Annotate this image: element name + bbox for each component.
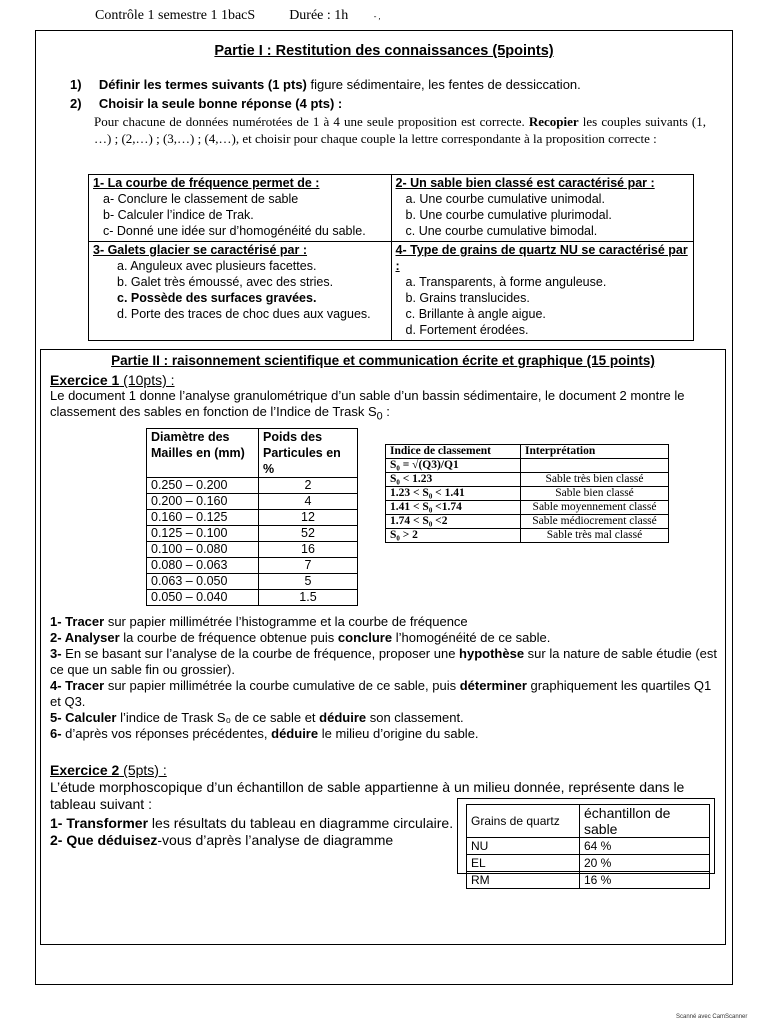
ex1-intro-end: : xyxy=(382,404,390,419)
ex1-q-verb2: déterminer xyxy=(459,678,527,693)
sieve-table xyxy=(146,428,358,606)
trask-formula-row xyxy=(386,459,669,473)
ex1-q-text2: graphiquement les quartiles Q1 et Q3. xyxy=(50,678,712,709)
sieve-diameter: 0.080 – 0.063 xyxy=(147,558,259,574)
sieve-diameter: 0.063 – 0.050 xyxy=(147,574,259,590)
trask-range: 1.41 < S₀ <1.74 xyxy=(386,501,521,515)
sieve-row xyxy=(147,574,358,590)
grain-row xyxy=(467,872,710,889)
part1-title: Partie I : Restitution des connaissances (5points) xyxy=(214,43,554,59)
ex1-q-verb: Tracer xyxy=(65,614,105,629)
trask-header-index: Indice de classement xyxy=(386,445,521,459)
mcq-2-option-b: b. Une courbe cumulative plurimodal. xyxy=(405,208,612,222)
trask-formula-blank xyxy=(521,459,669,473)
ex2-q1-number: 1- xyxy=(50,815,67,831)
q2-instructions xyxy=(94,113,706,147)
exam-duration: Durée : 1h xyxy=(289,8,349,23)
ex1-q-number: 4- xyxy=(50,678,66,693)
mcq-1-option-a: a- Conclure le classement de sable xyxy=(103,192,299,206)
sieve-header-diameter: Diamètre des Mailles en (mm) xyxy=(147,429,259,478)
grain-type: NU xyxy=(467,838,580,855)
ex1-q-text: En se basant sur l’analyse de la courbe de fréquence, proposer une xyxy=(65,646,460,661)
ex1-q-text2: sur la nature de sable étudie (est ce que un sable fin ou grossier). xyxy=(50,646,718,677)
sieve-weight: 12 xyxy=(259,510,358,526)
mcq-4-option-b: b. Grains translucides. xyxy=(405,291,530,305)
ex1-question xyxy=(50,726,720,742)
sieve-row xyxy=(147,494,358,510)
q1-label: Définir les termes suivants (1 pts) xyxy=(98,77,307,92)
sieve-row xyxy=(147,510,358,526)
q1-text: figure sédimentaire, les fentes de dessiccation. xyxy=(306,77,581,92)
exam-title: Contrôle 1 semestre 1 1bacS xyxy=(95,8,256,23)
ex1-question xyxy=(50,678,720,710)
ex1-q-number: 5- xyxy=(50,710,66,725)
sieve-weight: 2 xyxy=(259,478,358,494)
mcq-4-option-a: a. Transparents, à forme anguleuse. xyxy=(405,275,607,289)
part2-title: Partie II : raisonnement scientifique et communication écrite et graphique (15 points) xyxy=(111,353,655,368)
ex1-question xyxy=(50,646,720,678)
exam-header xyxy=(95,8,380,24)
ex1-q-number: 2- xyxy=(50,630,65,645)
ex1-q-verb2: hypothèse xyxy=(459,646,525,661)
mcq-cell-2 xyxy=(391,175,694,242)
q2-instructions-b: les couples suivants (1, …) ; (2,…) ; (3,…) ; (4,…), et choisir pour chaque couple la lettre correspondante à la proposition correcte : xyxy=(94,114,707,146)
grain-header-type: Grains de quartz xyxy=(467,805,580,838)
ex1-q-verb2: conclure xyxy=(337,630,393,645)
ex2-points: (5pts) : xyxy=(119,762,167,778)
mcq-1-option-b: b- Calculer l’indice de Trak. xyxy=(103,208,254,222)
ex1-intro-text: Le document 1 donne l’analyse granulométrique d’un sable d’un bassin sédimentaire, le document 2 montre le classement des sables en fonction de l’Indice de Trask S xyxy=(50,388,685,419)
ex1-points: (10pts) : xyxy=(119,372,175,388)
trask-range: 1.23 < S₀ < 1.41 xyxy=(386,487,521,501)
trask-row xyxy=(386,501,669,515)
exercise-2-questions xyxy=(50,815,453,849)
ex1-q-verb2: déduire xyxy=(319,710,367,725)
sieve-diameter: 0.250 – 0.200 xyxy=(147,478,259,494)
grain-row xyxy=(467,855,710,872)
ex1-q-number: 3- xyxy=(50,646,66,661)
exercise-1-intro xyxy=(50,388,720,425)
ex1-title-text: Exercice 1 xyxy=(50,372,120,388)
ex2-q1-verb: Transformer xyxy=(66,815,149,831)
mcq-2-title: 2- Un sable bien classé est caractérisé par : xyxy=(395,176,655,190)
q2-instructions-a: Pour chacune de données numérotées de 1 à 4 une seule proposition est correcte. xyxy=(94,114,529,129)
ex1-q-verb2: déduire xyxy=(271,726,319,741)
ex2-q2-verb: Que déduisez xyxy=(66,832,158,848)
exercise-2-title xyxy=(50,762,167,778)
grain-table xyxy=(466,804,710,889)
mcq-2-option-c: c. Une courbe cumulative bimodal. xyxy=(405,224,598,238)
mcq-3-option-c: c. Possède des surfaces gravées. xyxy=(117,291,317,305)
trask-range: S₀ > 2 xyxy=(386,529,521,543)
ex2-q2-text: -vous d’après l’analyse de diagramme xyxy=(157,832,394,848)
exercise-1-title xyxy=(50,372,175,388)
sieve-header-row xyxy=(147,429,358,478)
trask-interpretation: Sable très bien classé xyxy=(521,473,669,487)
ex1-q-number: 1- xyxy=(50,614,66,629)
q1-number: 1) xyxy=(70,77,82,92)
mcq-4-title: 4- Type de grains de quartz NU se caractérisé par : xyxy=(395,243,688,273)
grain-row xyxy=(467,838,710,855)
trask-row xyxy=(386,529,669,543)
mcq-4-option-c: c. Brillante à angle aigue. xyxy=(405,307,546,321)
mcq-cell-4 xyxy=(391,242,694,341)
mcq-4-option-d: d. Fortement érodées. xyxy=(405,323,529,337)
mcq-3-option-a: a. Anguleux avec plusieurs facettes. xyxy=(117,259,317,273)
mcq-1-title: 1- La courbe de fréquence permet de : xyxy=(93,176,320,190)
ex2-question-1 xyxy=(50,815,453,832)
trask-interpretation: Sable très mal classé xyxy=(521,529,669,543)
grain-header-sample: échantillon de sable xyxy=(580,805,710,838)
ex2-q1-text: les résultats du tableau en diagramme circulaire. xyxy=(148,815,454,831)
grain-percent: 16 % xyxy=(580,872,710,889)
ex1-question xyxy=(50,710,720,726)
sieve-weight: 16 xyxy=(259,542,358,558)
mcq-2-option-a: a. Une courbe cumulative unimodal. xyxy=(405,192,605,206)
trask-table xyxy=(385,444,669,543)
trask-header-interpretation: Interprétation xyxy=(521,445,669,459)
sieve-diameter: 0.160 – 0.125 xyxy=(147,510,259,526)
mcq-3-title: 3- Galets glacier se caractérisé par : xyxy=(93,243,308,257)
trask-interpretation: Sable médiocrement classé xyxy=(521,515,669,529)
trask-formula: S₀ = √(Q3)/Q1 xyxy=(386,459,521,473)
grain-type: EL xyxy=(467,855,580,872)
mcq-row xyxy=(89,175,694,242)
grain-percent: 20 % xyxy=(580,855,710,872)
sieve-weight: 5 xyxy=(259,574,358,590)
exercise-2-intro: L’étude morphoscopique d’un échantillon de sable appartienne à un milieu donnée, représente dans le tableau suivant : xyxy=(50,779,685,812)
trask-row xyxy=(386,473,669,487)
grain-type: RM xyxy=(467,872,580,889)
mcq-1-option-c: c- Donné une idée sur d’homogénéité du sable. xyxy=(103,224,366,238)
q2-label: Choisir la seule bonne réponse (4 pts) : xyxy=(98,96,343,111)
sieve-diameter: 0.200 – 0.160 xyxy=(147,494,259,510)
trask-interpretation: Sable moyennement classé xyxy=(521,501,669,515)
sieve-row xyxy=(147,558,358,574)
ex1-q-text: la courbe de fréquence obtenue puis xyxy=(119,630,338,645)
mcq-row xyxy=(89,242,694,341)
ex1-q-verb: Analyser xyxy=(64,630,120,645)
ex1-q-verb: Calculer xyxy=(65,710,117,725)
sieve-weight: 7 xyxy=(259,558,358,574)
sieve-diameter: 0.125 – 0.100 xyxy=(147,526,259,542)
sieve-weight: 4 xyxy=(259,494,358,510)
ex1-q-text2: son classement. xyxy=(366,710,464,725)
ex1-q-number: 6- xyxy=(50,726,66,741)
question-2 xyxy=(70,96,710,111)
sieve-row xyxy=(147,542,358,558)
sieve-row xyxy=(147,526,358,542)
q2-instructions-bold: Recopier xyxy=(528,114,579,129)
ex1-question xyxy=(50,614,720,630)
trask-range: S₀ < 1.23 xyxy=(386,473,521,487)
ex2-title-text: Exercice 2 xyxy=(50,762,120,778)
mcq-3-option-d: d. Porte des traces de choc dues aux vagues. xyxy=(117,307,371,321)
ex1-intro-sub: 0 xyxy=(376,410,383,423)
ex1-q-text: d’après vos réponses précédentes, xyxy=(65,726,272,741)
ex1-q-text2: l’homogénéité de ce sable. xyxy=(392,630,551,645)
mcq-3-option-b: b. Galet très émoussé, avec des stries. xyxy=(117,275,334,289)
ex1-question xyxy=(50,630,720,646)
stray-mark: - , xyxy=(373,12,381,21)
sieve-weight: 1.5 xyxy=(259,590,358,606)
trask-row xyxy=(386,487,669,501)
grain-header-row xyxy=(467,805,710,838)
exercise-1-questions xyxy=(50,614,720,742)
ex1-q-verb: Tracer xyxy=(65,678,105,693)
ex2-q2-number: 2- xyxy=(50,832,67,848)
trask-range: 1.74 < S₀ <2 xyxy=(386,515,521,529)
sieve-row xyxy=(147,478,358,494)
sieve-header-weight: Poids des Particules en % xyxy=(259,429,358,478)
ex1-q-text2: le milieu d’origine du sable. xyxy=(318,726,479,741)
trask-row xyxy=(386,515,669,529)
mcq-cell-1 xyxy=(89,175,392,242)
trask-header-row xyxy=(386,445,669,459)
scanner-footer: Scanné avec CamScanner xyxy=(676,1014,748,1020)
ex1-q-text: sur papier millimétrée la courbe cumulative de ce sable, puis xyxy=(104,678,460,693)
mcq-table xyxy=(88,174,694,341)
question-1 xyxy=(70,77,710,92)
sieve-row xyxy=(147,590,358,606)
ex1-q-text: l’indice de Trask S₀ de ce sable et xyxy=(116,710,320,725)
sieve-diameter: 0.050 – 0.040 xyxy=(147,590,259,606)
q2-number: 2) xyxy=(70,96,82,111)
ex1-q-text: sur papier millimétrée l’histogramme et la courbe de fréquence xyxy=(104,614,468,629)
sieve-weight: 52 xyxy=(259,526,358,542)
sieve-diameter: 0.100 – 0.080 xyxy=(147,542,259,558)
grain-percent: 64 % xyxy=(580,838,710,855)
ex2-question-2 xyxy=(50,832,453,849)
mcq-cell-3 xyxy=(89,242,392,341)
trask-interpretation: Sable bien classé xyxy=(521,487,669,501)
